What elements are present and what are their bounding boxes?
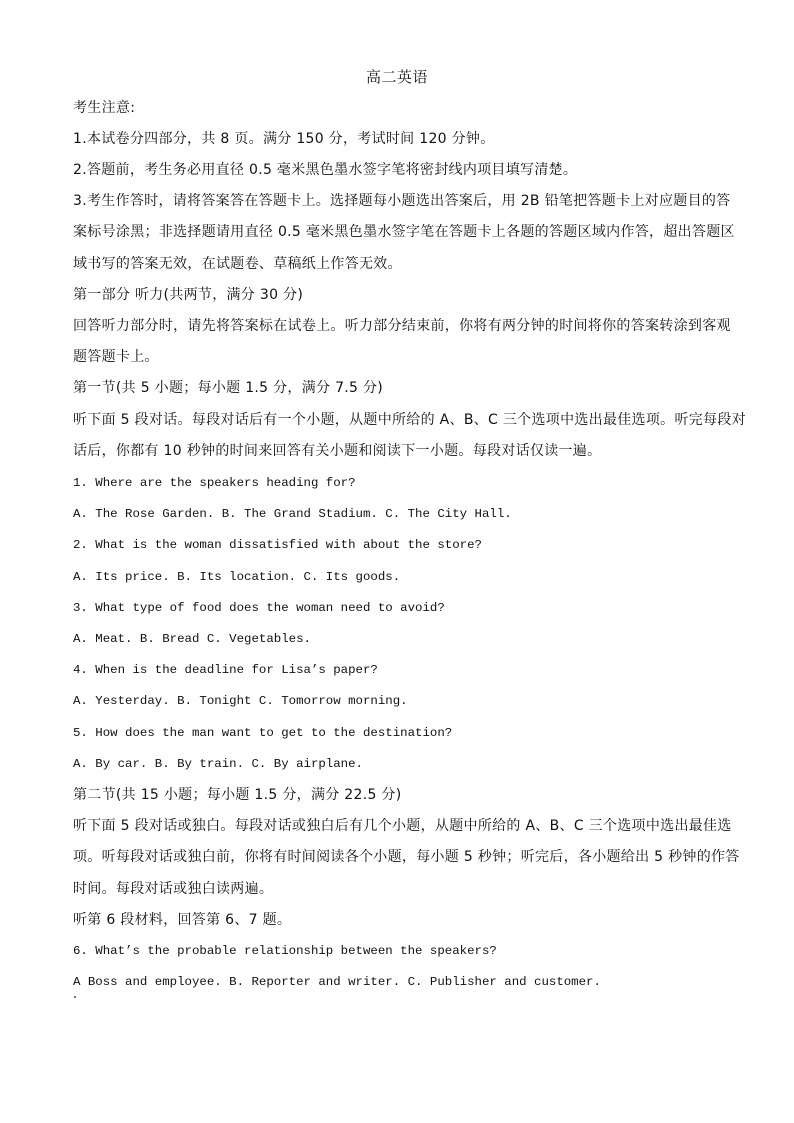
notice-item-2: 2.答题前，考生务必用直径 0.5 毫米黑色墨水签字笔将密封线内项目填写清楚。	[73, 162, 578, 178]
question-4: 4. When is the deadline for Lisa’s paper?	[73, 663, 378, 677]
question-1-options: A. The Rose Garden. B. The Grand Stadium. C. The City Hall.	[73, 507, 512, 521]
question-2-options: A. Its price. B. Its location. C. Its goods.	[73, 570, 401, 584]
question-3-options: A. Meat. B. Bread C. Vegetables.	[73, 632, 311, 646]
question-2: 2. What is the woman dissatisfied with about the store?	[73, 538, 482, 552]
notice-item-3-cont: 案标号涂黑；非选择题请用直径 0.5 毫米黑色墨水签字笔在答题卡上各题的答题区域内作答，超出答题区	[73, 224, 735, 240]
section1-intro: 听下面 5 段对话。每段对话后有一个小题，从题中所给的 A、B、C 三个选项中选出最佳选项。听完每段对	[73, 412, 746, 428]
page-title: 高二英语	[365, 68, 428, 86]
section2-intro-cont: 项。听每段对话或独白前，你将有时间阅读各个小题，每小题 5 秒钟；听完后，各小题给出 5 秒钟的作答	[73, 849, 740, 865]
question-1: 1. Where are the speakers heading for?	[73, 476, 356, 490]
notice-item-3-cont2: 域书写的答案无效，在试题卷、草稿纸上作答无效。	[73, 256, 402, 272]
section1-intro-cont: 话后，你都有 10 秒钟的时间来回答有关小题和阅读下一小题。每段对话仅读一遍。	[73, 443, 602, 459]
question-6-options: A Boss and employee. B. Reporter and writer. C. Publisher and customer.	[73, 975, 601, 989]
question-5: 5. How does the man want to get to the destination?	[73, 726, 453, 740]
part1-heading: 第一部分 听力(共两节，满分 30 分)	[73, 287, 304, 303]
material-instruction: 听第 6 段材料，回答第 6、7 题。	[73, 912, 292, 928]
question-3: 3. What type of food does the woman need to avoid?	[73, 601, 445, 615]
section2-heading: 第二节(共 15 小题；每小题 1.5 分，满分 22.5 分)	[73, 787, 402, 803]
notice-heading: 考生注意:	[73, 100, 136, 116]
notice-item-3: 3.考生作答时，请将答案答在答题卡上。选择题每小题选出答案后，用 2B 铅笔把答题卡上对应题目的答	[73, 193, 731, 209]
stray-mark	[74, 996, 76, 998]
section1-heading: 第一节(共 5 小题；每小题 1.5 分，满分 7.5 分)	[73, 380, 384, 396]
notice-item-1: 1.本试卷分四部分，共 8 页。满分 150 分，考试时间 120 分钟。	[73, 131, 495, 147]
question-5-options: A. By car. B. By train. C. By airplane.	[73, 757, 363, 771]
section2-intro-cont2: 时间。每段对话或独白读两遍。	[73, 881, 274, 897]
question-6: 6. What’s the probable relationship between the speakers?	[73, 944, 497, 958]
part1-intro: 回答听力部分时，请先将答案标在试卷上。听力部分结束前，你将有两分钟的时间将你的答案转涂到客观	[73, 318, 731, 334]
section2-intro: 听下面 5 段对话或独白。每段对话或独白后有几个小题，从题中所给的 A、B、C 三个选项中选出最佳选	[73, 818, 732, 834]
question-4-options: A. Yesterday. B. Tonight C. Tomorrow morning.	[73, 694, 408, 708]
part1-intro-cont: 题答题卡上。	[73, 349, 159, 365]
